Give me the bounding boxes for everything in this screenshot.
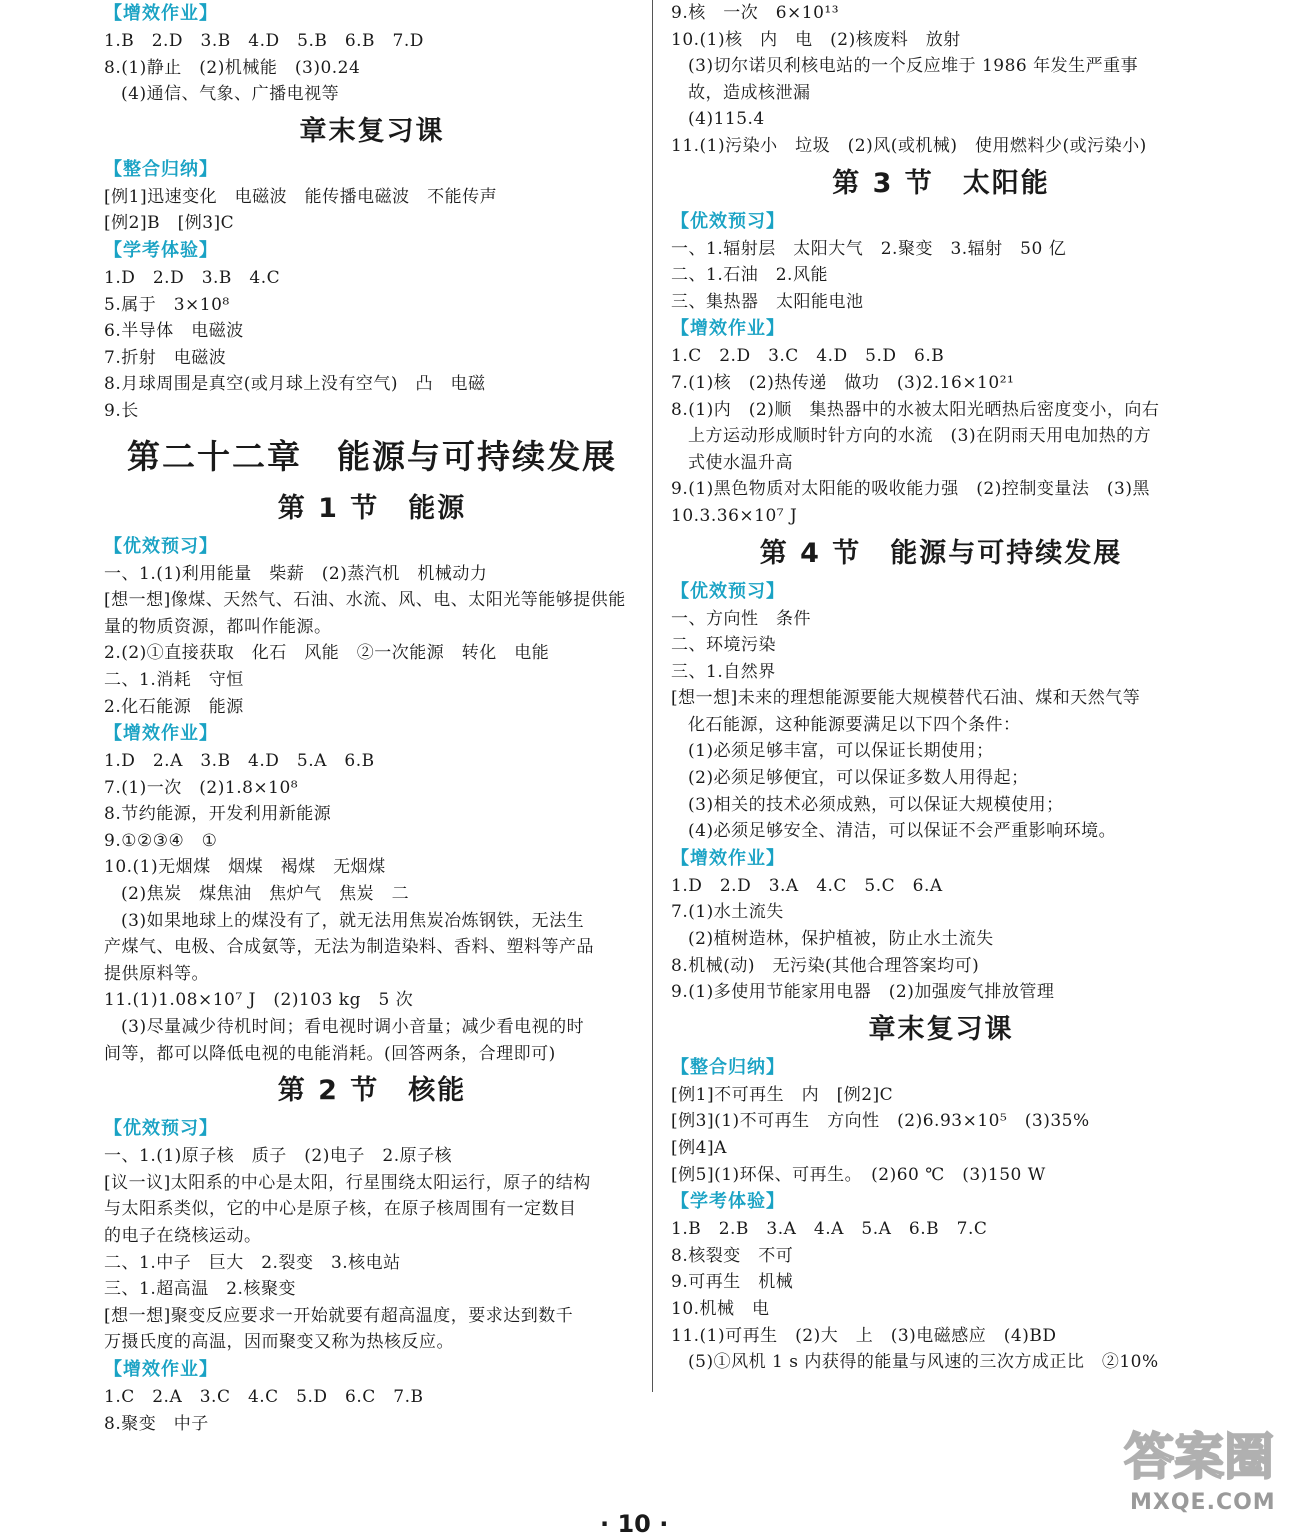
answer-line: (3)尽量减少待机时间；看电视时调小音量；减少看电视的时 (121, 1017, 585, 1038)
answer-line: 9.核 一次 6×10¹³ (671, 3, 840, 23)
answer-line: 8.(1)内 (2)顺 集热器中的水被太阳光晒热后密度变小，向右 (671, 399, 1160, 420)
column-divider (652, 0, 653, 1392)
watermark-glyph: 答案圈 (1124, 1428, 1274, 1486)
answer-line: (3)如果地球上的煤没有了，就无法用焦炭冶炼钢铁，无法生 (121, 910, 585, 931)
answer-line: 二、1.中子 巨大 2.裂变 3.核电站 (104, 1252, 401, 1273)
answer-line: 9.长 (104, 400, 139, 421)
section-tag: 【增效作业】 (104, 1358, 218, 1380)
answer-line: (3)切尔诺贝利核电站的一个反应堆于 1986 年发生严重事 (688, 56, 1139, 77)
answer-line: (2)植树造林，保护植被，防止水土流失 (688, 929, 994, 950)
answer-line: 1.B 2.B 3.A 4.A 5.A 6.B 7.C (671, 1219, 988, 1240)
answer-line: 8.核裂变 不可 (671, 1245, 794, 1266)
answer-line: [议一议]太阳系的中心是太阳，行星围绕太阳运行，原子的结构 (104, 1172, 591, 1193)
section-tag: 【优效预习】 (104, 1118, 218, 1140)
answer-line: 提供原料等。 (104, 963, 209, 984)
answer-line: [例4]A (671, 1138, 727, 1158)
answer-line: 8.(1)静止 (2)机械能 (3)0.24 (104, 57, 361, 78)
answer-line: 1.D 2.A 3.B 4.D 5.A 6.B (104, 751, 375, 772)
answer-line: 8.机械(动) 无污染(其他合理答案均可) (671, 955, 980, 976)
answer-line: 上方运动形成顺时针方向的水流 (3)在阴雨天用电加热的方 (688, 426, 1152, 447)
answer-line: 5.属于 3×10⁸ (104, 294, 230, 315)
left-column (104, 0, 640, 1437)
answer-line: 8.节约能源，开发利用新能源 (104, 804, 332, 825)
answer-line: 9.(1)多使用节能家用电器 (2)加强废气排放管理 (671, 982, 1055, 1003)
answer-line: 一、1.辐射层 太阳大气 2.聚变 3.辐射 50 亿 (671, 238, 1067, 259)
section-heading: 章末复习课 (299, 115, 445, 147)
answer-line: 一、1.(1)利用能量 柴薪 (2)蒸汽机 机械动力 (104, 563, 488, 584)
answer-line: 产煤气、电极、合成氨等，无法为制造染料、香料、塑料等产品 (104, 937, 594, 958)
watermark-glyph-icon (1118, 1408, 1298, 1498)
section-tag: 【优效预习】 (104, 535, 218, 557)
answer-line: 三、1.自然界 (671, 661, 776, 682)
section-tag: 【增效作业】 (671, 318, 785, 340)
answer-line: [想一想]未来的理想能源要能大规模替代石油、煤和天然气等 (671, 688, 1141, 709)
answer-line: 间等，都可以降低电视的电能消耗。(回答两条，合理即可) (104, 1043, 556, 1064)
section-tag: 【优效预习】 (671, 210, 785, 232)
section-heading: 章末复习课 (868, 1013, 1014, 1045)
answer-line: (4)必须足够安全、清洁，可以保证不会严重影响环境。 (688, 821, 1117, 842)
answer-line: 量的物质资源，都叫作能源。 (104, 616, 332, 637)
section-tag: 【整合归纳】 (671, 1056, 785, 1078)
answer-line: 11.(1)可再生 (2)大 上 (3)电磁感应 (4)BD (671, 1325, 1057, 1346)
page-number: · 10 · (600, 1510, 669, 1538)
answer-line: (5)①风机 1 s 内获得的能量与风速的三次方成正比 ②10% (688, 1352, 1159, 1373)
answer-line: 1.D 2.D 3.A 4.C 5.C 6.A (671, 875, 943, 896)
answer-line: 7.(1)核 (2)热传递 做功 (3)2.16×10²¹ (671, 372, 1015, 393)
answer-line: 9.(1)黑色物质对太阳能的吸收能力强 (2)控制变量法 (3)黑 (671, 479, 1150, 500)
answer-line: 10.机械 电 (671, 1298, 770, 1319)
answer-line: 化石能源，这种能源要满足以下四个条件： (688, 714, 1021, 735)
answer-line: 11.(1)1.08×10⁷ J (2)103 kg 5 次 (104, 990, 414, 1011)
answer-line: 9.①②③④ ① (104, 830, 218, 851)
answer-line: 7.(1)一次 (2)1.8×10⁸ (104, 777, 299, 798)
answer-line: [例5](1)环保、可再生。 (2)60 ℃ (3)150 W (671, 1164, 1046, 1185)
answer-line: 8.月球周围是真空(或月球上没有空气) 凸 电磁 (104, 374, 486, 395)
section-heading: 第 1 节 能源 (277, 492, 467, 524)
answer-line: 1.C 2.A 3.C 4.C 5.D 6.C 7.B (104, 1386, 424, 1407)
answer-line: 式使水温升高 (688, 452, 793, 473)
answer-line: 2.(2)①直接获取 化石 风能 ②一次能源 转化 电能 (104, 643, 550, 664)
answer-line: 故，造成核泄漏 (688, 82, 811, 103)
answer-line: 与太阳系类似，它的中心是原子核，在原子核周围有一定数目 (104, 1199, 577, 1220)
section-tag: 【整合归纳】 (104, 158, 218, 180)
answer-line: (4)115.4 (688, 109, 765, 130)
answer-line: (3)相关的技术必须成熟，可以保证大规模使用； (688, 794, 1064, 815)
answer-line: [想一想]聚变反应要求一开始就要有超高温度，要求达到数千 (104, 1305, 574, 1326)
answer-line: 二、环境污染 (671, 635, 776, 656)
answer-line: [例2]B [例3]C (104, 213, 235, 234)
answer-line: 1.D 2.D 3.B 4.C (104, 267, 281, 288)
answer-line: 8.聚变 中子 (104, 1413, 209, 1434)
section-tag: 【学考体验】 (671, 1191, 785, 1213)
answer-line: (4)通信、气象、广播电视等 (121, 84, 340, 105)
answer-line: [例3](1)不可再生 方向性 (2)6.93×10⁵ (3)35% (671, 1111, 1090, 1132)
watermark-text: MXQE.COM (1130, 1490, 1276, 1515)
answer-line: 1.B 2.D 3.B 4.D 5.B 6.B 7.D (104, 31, 424, 51)
answer-line: 7.(1)水土流失 (671, 902, 784, 923)
chapter-heading: 第二十二章 能源与可持续发展 (127, 436, 617, 476)
answer-line: 一、1.(1)原子核 质子 (2)电子 2.原子核 (104, 1146, 453, 1167)
answer-line: 的电子在绕核运动。 (104, 1226, 262, 1246)
answer-line: 7.折射 电磁波 (104, 347, 227, 368)
answer-line: (2)焦炭 煤焦油 焦炉气 焦炭 二 (121, 884, 410, 905)
answer-line: 三、1.超高温 2.核聚变 (104, 1279, 296, 1300)
watermark-logo (1118, 1408, 1298, 1530)
answer-line: 9.可再生 机械 (671, 1272, 794, 1293)
answer-line: (1)必须足够丰富，可以保证长期使用； (688, 741, 994, 762)
answer-line: 10.(1)核 内 电 (2)核废料 放射 (671, 29, 961, 50)
section-heading: 第 3 节 太阳能 (832, 167, 1050, 199)
answer-line: 11.(1)污染小 垃圾 (2)风(或机械) 使用燃料少(或污染小) (671, 135, 1147, 156)
answer-line: [例1]迅速变化 电磁波 能传播电磁波 不能传声 (104, 186, 498, 207)
answer-line: 一、方向性 条件 (671, 608, 811, 629)
section-tag: 【优效预习】 (671, 580, 785, 602)
section-tag: 【学考体验】 (104, 239, 218, 261)
section-tag: 【增效作业】 (671, 847, 785, 869)
section-heading: 第 4 节 能源与可持续发展 (759, 537, 1123, 569)
answer-line: 10.3.36×10⁷ J (671, 505, 798, 526)
answer-line: [例1]不可再生 内 [例2]C (671, 1084, 894, 1105)
answer-line: 10.(1)无烟煤 烟煤 褐煤 无烟煤 (104, 857, 386, 878)
right-column (671, 0, 1211, 1376)
answer-line: 二、1.消耗 守恒 (104, 669, 244, 690)
answer-line: 万摄氏度的高温，因而聚变又称为热核反应。 (104, 1332, 454, 1353)
answer-line: 三、集热器 太阳能电池 (671, 291, 864, 312)
answer-line: 二、1.石油 2.风能 (671, 265, 828, 286)
answer-line: 6.半导体 电磁波 (104, 321, 244, 342)
answer-line: 2.化石能源 能源 (104, 696, 244, 717)
section-tag: 【增效作业】 (104, 3, 218, 24)
section-tag: 【增效作业】 (104, 723, 218, 745)
answer-line: (2)必须足够便宜，可以保证多数人用得起； (688, 768, 1029, 789)
answer-line: 1.C 2.D 3.C 4.D 5.D 6.B (671, 346, 945, 367)
section-heading: 第 2 节 核能 (277, 1075, 467, 1107)
answer-line: [想一想]像煤、天然气、石油、水流、风、电、太阳光等能够提供能 (104, 590, 626, 611)
